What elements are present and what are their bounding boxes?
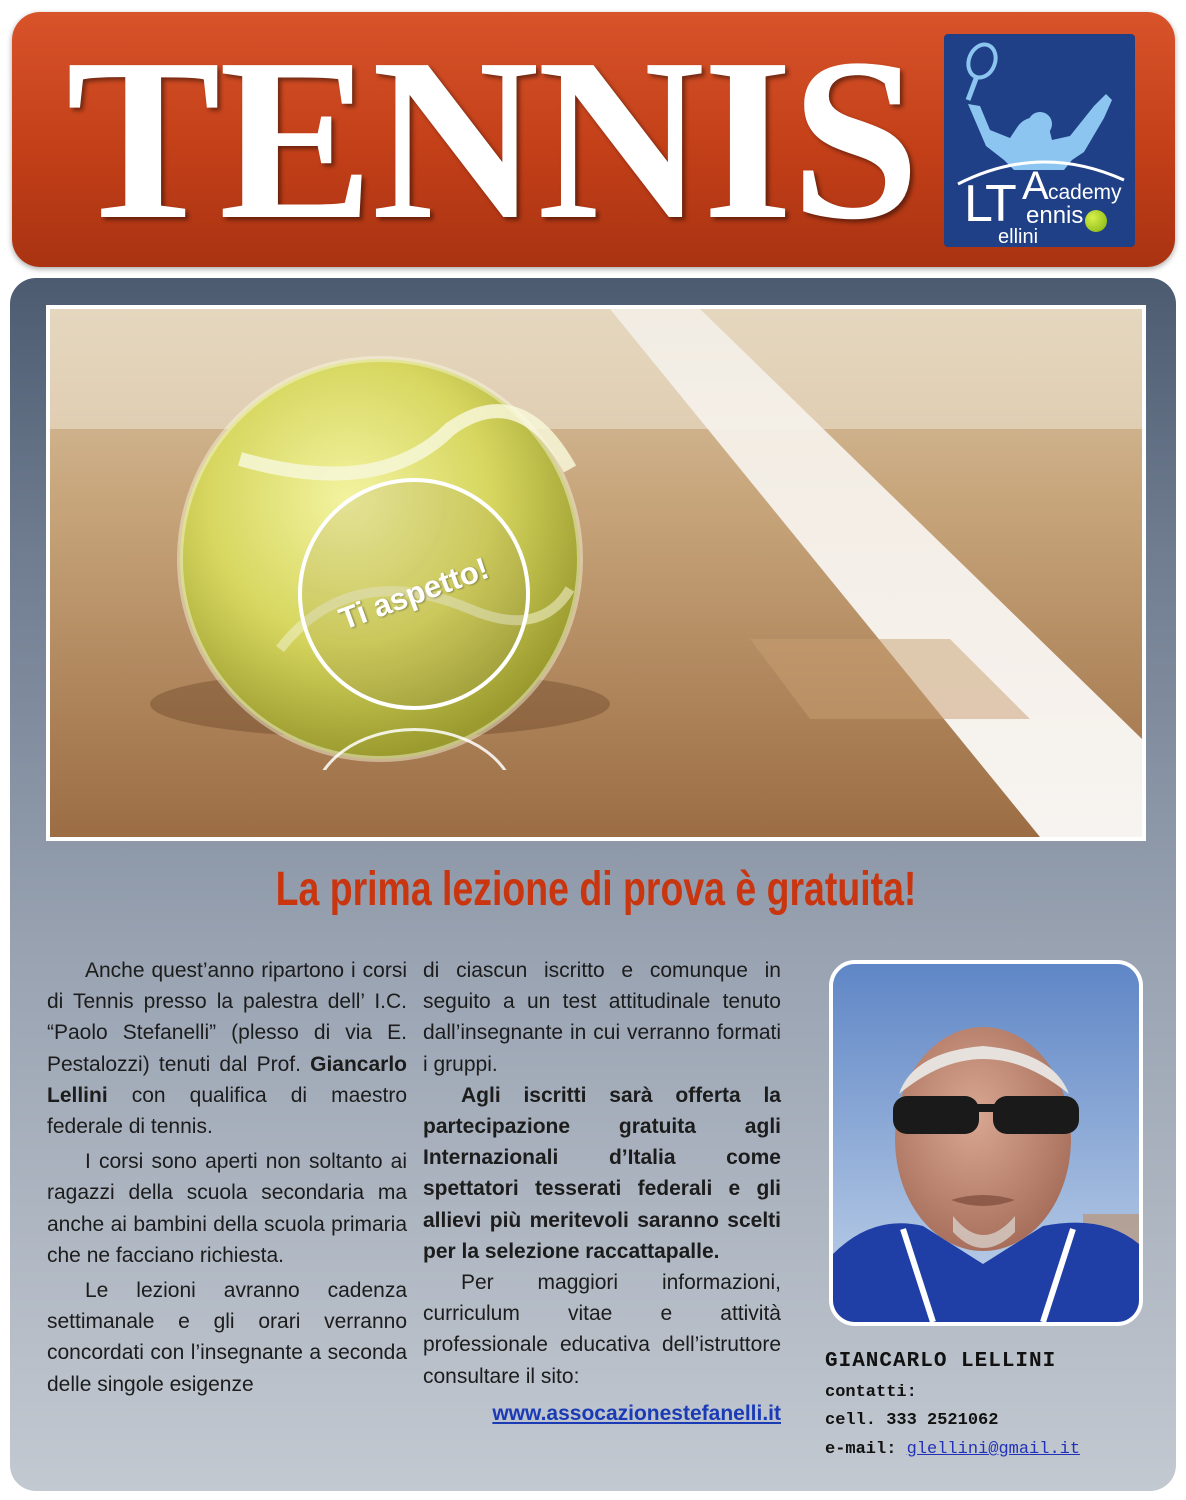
instructor-name: Giancarlo Lellini: [47, 1052, 407, 1107]
academy-logo: [944, 34, 1135, 247]
badge-text: Ti aspetto!: [334, 550, 494, 637]
instructor-name-heading: GIANCARLO LELLINI: [825, 1350, 1057, 1373]
tennis-ball-icon: [1085, 210, 1107, 232]
page-title: TENNIS: [66, 12, 918, 267]
hero-photo: [46, 305, 1146, 841]
logo-letters-lt: LT: [964, 175, 1013, 233]
contact-label: contatti:: [825, 1383, 917, 1402]
offer-text: Agli iscritti sarà offerta la partecipazione gratuita agli Internazionali d’Italia come spettatori tesserati federali e gli allievi più meritevoli saranno scelti per la selezione raccattapalle.: [423, 1083, 781, 1263]
email-line: [825, 1440, 1080, 1459]
text-column-2: [423, 955, 781, 1429]
intro-text: Anche quest’anno ripartono i corsi di Tennis presso la palestra dell’ I.C. “Paolo Stefanelli” (plesso di via E. Pestalozzi) tenuti dal Prof.: [47, 959, 407, 1076]
logo-academy-text: cademy: [1048, 181, 1122, 204]
phone-number: cell. 333 2521062: [825, 1411, 999, 1430]
instructor-portrait: [829, 960, 1143, 1326]
website-link[interactable]: www.assocazionestefanelli.it: [492, 1401, 781, 1425]
paragraph-schedule: Le lezioni avranno cadenza settimanale e gli orari verranno concordati con l’insegnante a seconda delle singole esigenze: [47, 1279, 407, 1396]
paragraph-courses: I corsi sono aperti non soltanto ai ragazzi della scuola secondaria ma anche ai bambini della scuola primaria che ne facciano richiesta.: [47, 1150, 407, 1267]
ti-aspetto-badge: [298, 478, 530, 710]
email-link[interactable]: glellini@gmail.it: [906, 1440, 1081, 1459]
paragraph-info: Per maggiori informazioni, curriculum vitae e attività professionale educativa dell’istruttore consultare il sito:: [423, 1271, 781, 1388]
logo-ennis-text: ennis: [1026, 202, 1084, 229]
text-column-1: [47, 955, 407, 1400]
logo-letter-a: A: [1022, 164, 1049, 208]
paragraph-continued: di ciascun iscritto e comunque in seguito a un test attitudinale tenuto dall’insegnante in cui verranno formati i gruppi.: [423, 959, 781, 1076]
qualification-text: con qualifica di maestro federale di tennis.: [47, 1083, 407, 1139]
paragraph-offer: [423, 1080, 781, 1267]
headline: La prima lezione di prova è gratuita!: [275, 863, 917, 916]
logo-ellini-text: ellini: [998, 226, 1039, 247]
paragraph-intro: [47, 955, 407, 1142]
email-label: e-mail:: [825, 1440, 907, 1459]
